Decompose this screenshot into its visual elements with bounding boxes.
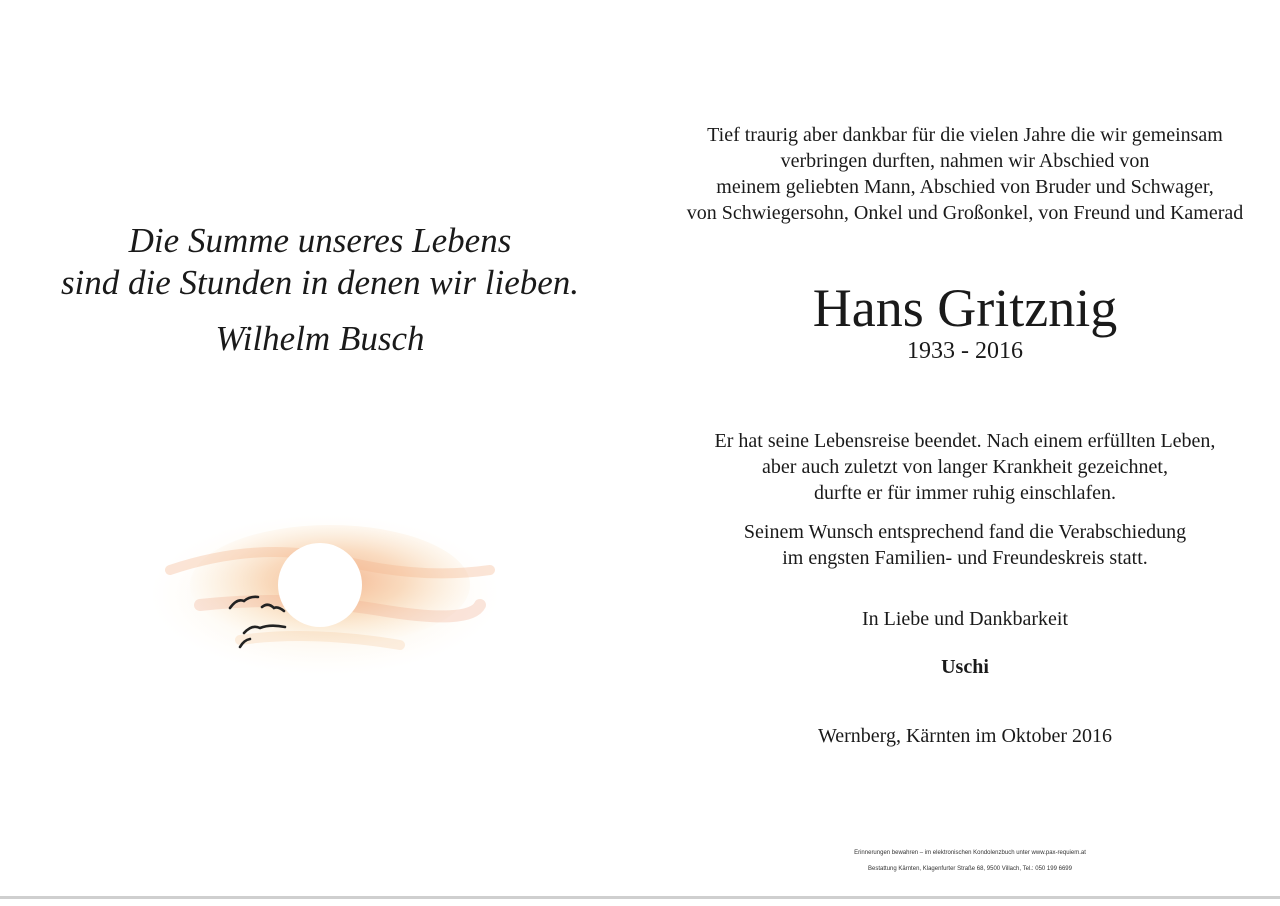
life-dates: 1933 - 2016	[907, 338, 1023, 364]
footer-line: Erinnerungen bewahren – im elektronischen Kondolenzbuch unter www.pax-requiem.at	[854, 850, 1086, 856]
funeral-home-footer	[760, 845, 1180, 877]
quote-line: sind die Stunden in denen wir lieben.	[60, 263, 580, 302]
farewell-paragraph	[640, 519, 1280, 571]
intro-text	[640, 122, 1280, 226]
intro-line: verbringen durften, nahmen wir Abschied von	[780, 150, 1150, 172]
intro-line: Tief traurig aber dankbar für die vielen Jahre die wir gemeinsam	[707, 124, 1223, 146]
paragraph-line: durfte er für immer ruhig einschlafen.	[813, 482, 1117, 504]
left-panel	[0, 0, 640, 896]
signature: Uschi	[941, 656, 989, 678]
deceased-name: Hans Gritznig	[812, 278, 1118, 338]
paragraph-line: Er hat seine Lebensreise beendet. Nach einem erfüllten Leben,	[714, 430, 1216, 452]
journey-paragraph	[640, 428, 1280, 506]
paragraph-line: aber auch zuletzt von langer Krankheit gezeichnet,	[762, 456, 1168, 478]
quote-line: Die Summe unseres Lebens	[128, 221, 512, 260]
page-edge-divider	[0, 896, 1280, 899]
quote-author: Wilhelm Busch	[215, 319, 425, 358]
closing-phrase: In Liebe und Dankbarkeit	[861, 608, 1069, 630]
quote-text	[0, 220, 640, 304]
paragraph-line: Seinem Wunsch entsprechend fand die Verabschiedung	[743, 521, 1187, 543]
paragraph-line: im engsten Familien- und Freundeskreis statt.	[782, 547, 1148, 569]
intro-line: von Schwiegersohn, Onkel und Großonkel, von Freund und Kamerad	[686, 202, 1244, 224]
place-and-date: Wernberg, Kärnten im Oktober 2016	[817, 725, 1113, 747]
sunset-watercolor-icon	[140, 500, 500, 690]
right-panel	[640, 0, 1280, 896]
intro-line: meinem geliebten Mann, Abschied von Bruder und Schwager,	[716, 176, 1214, 198]
footer-line: Bestattung Kärnten, Klagenfurter Straße 68, 9500 Villach, Tel.: 050 199 6699	[868, 866, 1072, 872]
